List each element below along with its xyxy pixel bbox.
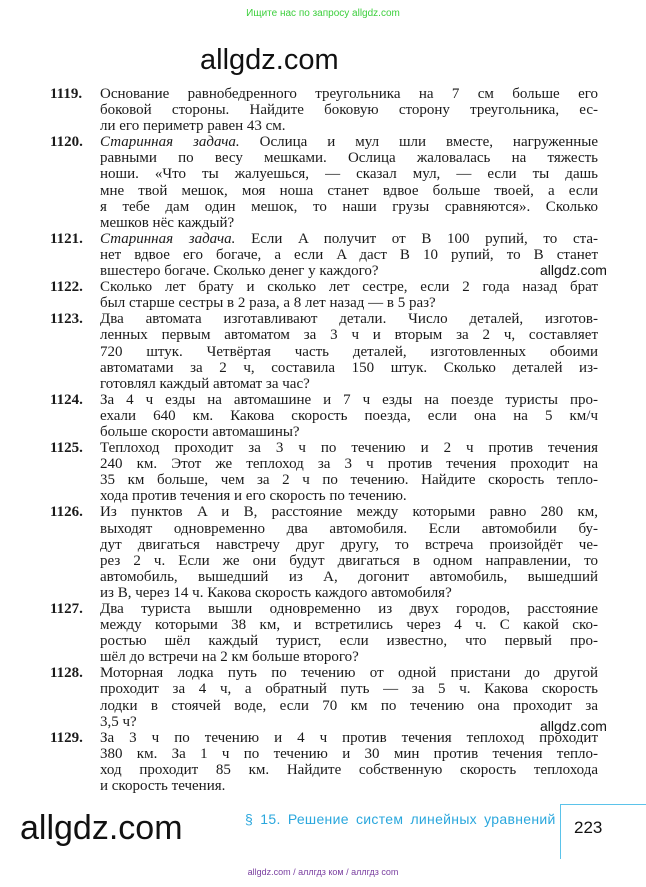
problem-line: Два автомата изготавливают детали. Число деталей, изготов- xyxy=(100,311,598,328)
problem-line: За 4 ч езды на автомашине и 7 ч езды на поезде туристы про- xyxy=(100,391,598,408)
problem-line: мне твой мешок, моя ноша станет вдвое больше твоей, а если xyxy=(100,182,598,199)
problem-item xyxy=(50,86,598,134)
problem-line: проходит за 4 ч, а обратный путь — за 5 ч. Какова скорость xyxy=(100,681,598,698)
problem-line: боковой стороны. Найдите боковую сторону треугольника, ес- xyxy=(100,102,598,119)
problem-number: 1125. xyxy=(50,440,83,457)
problem-item xyxy=(50,279,598,311)
problem-number: 1119. xyxy=(50,86,83,102)
problem-item xyxy=(50,231,598,279)
problem-line: Сколько лет брату и сколько лет сестре, если 2 года назад брат xyxy=(100,279,598,296)
problem-line xyxy=(100,231,598,247)
problem-number: 1120. xyxy=(50,134,83,151)
problem-line: из B, через 14 ч. Какова скорость каждого автомобиля? xyxy=(100,584,452,601)
problem-line: Два туриста вышли одновременно из двух городов, расстояние xyxy=(100,601,598,617)
problem-line: между которыми 38 км, и встретились через 4 ч. С какой ско- xyxy=(100,617,598,634)
italic-lead: Старинная задача. xyxy=(100,230,236,247)
watermark-right-1: allgdz.com xyxy=(540,262,607,278)
bottom-links: allgdz.com / аллгдз ком / аллгдз com xyxy=(247,867,399,877)
problem-line: автомобиль, вышедший из A, догонит автомобиль, вышедший xyxy=(100,568,598,585)
problem-line: лодки в стоячей воде, если 70 км по течению она проходит за xyxy=(100,697,598,714)
problem-item xyxy=(50,601,598,665)
line-text: Если A получит от B 100 рупий, то ста- xyxy=(235,230,598,247)
section-title: § 15. Решение систем линейных уравнений xyxy=(245,811,556,827)
problem-item xyxy=(50,392,598,440)
problem-line: Моторная лодка путь по течению от одной пристани до другой xyxy=(100,665,598,682)
problem-number: 1126. xyxy=(50,504,83,521)
problem-line: нет вдвое его богаче, а если A даст B 10 рупий, то B станет xyxy=(100,246,598,263)
problem-line: больше скорости автомашины? xyxy=(100,423,300,440)
problem-line: готовлял каждый автомат за час? xyxy=(100,375,310,392)
problem-line: вшестеро богаче. Сколько денег у каждого? xyxy=(100,263,379,280)
problem-item xyxy=(50,665,598,729)
problem-line: ростью шёл каждый турист, если известно, что первый про- xyxy=(100,633,598,650)
line-text: Ослица и мул шли вместе, нагруженные xyxy=(239,134,598,151)
problem-item xyxy=(50,311,598,391)
problem-number: 1129. xyxy=(50,729,83,746)
problem-number: 1122. xyxy=(50,279,83,296)
problem-line: Из пунктов A и B, расстояние между которыми равно 280 км, xyxy=(100,504,598,521)
problem-line: рез 2 ч. Если же они будут двигаться в одном направлении, то xyxy=(100,552,598,569)
problem-line: я тебе дам один мешок, то наши грузы сравняются». Сколько xyxy=(100,198,598,215)
problem-line: ли его периметр равен 43 см. xyxy=(100,118,286,135)
problem-line: Основание равнобедренного треугольника на 7 см больше его xyxy=(100,86,598,102)
problem-item xyxy=(50,134,598,231)
problem-line: мешков нёс каждый? xyxy=(100,214,235,231)
problem-number: 1121. xyxy=(50,230,83,247)
problem-line: дут двигаться навстречу друг другу, то встреча произойдёт че- xyxy=(100,536,598,553)
header-note: Ищите нас по запросу allgdz.com xyxy=(246,8,400,19)
problem-line xyxy=(100,134,598,150)
watermark-bottom-left: allgdz.com xyxy=(20,809,183,847)
problem-line: Теплоход проходит за 3 ч по течению и 2 ч против течения xyxy=(100,440,598,457)
problem-line: автоматами за 2 ч, составила 150 штук. Сколько деталей из- xyxy=(100,359,598,376)
problem-line: равными по весу мешками. Ослица жаловалась на тяжесть xyxy=(100,150,598,167)
problem-number: 1124. xyxy=(50,391,83,408)
watermark-top: allgdz.com xyxy=(200,44,339,76)
italic-lead: Старинная задача. xyxy=(100,134,240,151)
problem-line: хода против течения и его скорость по течению. xyxy=(100,488,407,505)
problem-line: ноши. «Что ты жалуешься, — сказал мул, — если ты дашь xyxy=(100,166,598,183)
problem-list xyxy=(50,86,598,794)
problem-item xyxy=(50,730,598,794)
page-number: 223 xyxy=(574,818,603,837)
problem-line: ленных первым автоматом за 3 ч и вторым за 2 ч, составляет xyxy=(100,327,598,344)
problem-line: 720 штук. Четвёртая часть деталей, изготовленных обоими xyxy=(100,343,598,360)
watermark-right-2: allgdz.com xyxy=(540,718,607,734)
problem-item xyxy=(50,504,598,601)
problem-item xyxy=(50,440,598,504)
problem-number: 1123. xyxy=(50,311,83,328)
problem-line: ход проходит 85 км. Найдите собственную скорость теплохода xyxy=(100,761,598,778)
page-number-box xyxy=(560,804,646,859)
problem-number: 1128. xyxy=(50,665,83,682)
problem-line: За 3 ч по течению и 4 ч против течения теплоход проходит xyxy=(100,729,598,746)
problem-line: и скорость течения. xyxy=(100,778,226,795)
problem-line: 380 км. За 1 ч по течению и 30 мин против течения тепло- xyxy=(100,745,598,762)
problem-line: 3,5 ч? xyxy=(100,713,137,730)
problem-number: 1127. xyxy=(50,601,83,617)
problem-line: 35 км больше, чем за 2 ч по течению. Найдите скорость тепло- xyxy=(100,472,598,489)
problem-line: был старше сестры в 2 раза, а 8 лет назад — в 5 раз? xyxy=(100,295,436,312)
problem-line: ехали 640 км. Какова скорость поезда, если она на 5 км/ч xyxy=(100,407,598,424)
problem-line: выходят одновременно два автомобиля. Если автомобили бу- xyxy=(100,520,598,537)
problem-line: шёл до встречи на 2 км больше второго? xyxy=(100,649,359,666)
problem-line: 240 км. Этот же теплоход за 3 ч против течения проходит на xyxy=(100,456,598,473)
